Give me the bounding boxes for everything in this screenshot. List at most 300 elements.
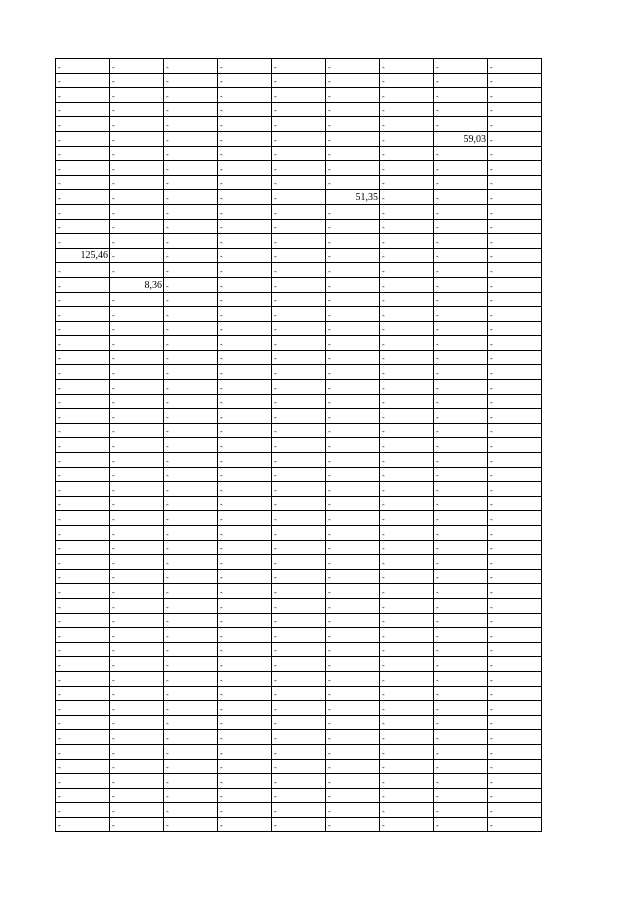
table-cell: - [110, 744, 164, 759]
table-cell: - [110, 102, 164, 117]
table-cell: - [56, 277, 110, 292]
table-cell: - [272, 613, 326, 628]
table-row [56, 438, 542, 453]
table-cell: - [380, 394, 434, 409]
table-cell: - [164, 190, 218, 205]
table-cell: - [380, 671, 434, 686]
table-row [56, 555, 542, 570]
table-cell: - [380, 73, 434, 88]
table-cell: - [56, 701, 110, 716]
table-cell: - [326, 131, 380, 146]
table-cell: - [488, 438, 542, 453]
table-cell: - [164, 598, 218, 613]
table-cell: - [272, 598, 326, 613]
table-cell: - [434, 161, 488, 176]
table-row [56, 102, 542, 117]
table-row [56, 117, 542, 132]
table-cell: - [326, 263, 380, 278]
table-cell: - [164, 263, 218, 278]
table-cell: - [488, 380, 542, 395]
table-row [56, 248, 542, 263]
table-cell: - [380, 409, 434, 424]
table-row [56, 234, 542, 249]
table-cell: - [272, 336, 326, 351]
table-cell: - [110, 803, 164, 818]
table-cell: - [488, 453, 542, 468]
table-cell: - [110, 219, 164, 234]
table-cell: - [434, 511, 488, 526]
table-cell: - [56, 598, 110, 613]
table-row [56, 336, 542, 351]
table-cell: - [326, 803, 380, 818]
table-row [56, 263, 542, 278]
table-cell: - [110, 817, 164, 832]
table-cell: - [218, 628, 272, 643]
table-row [56, 409, 542, 424]
table-cell: - [488, 584, 542, 599]
table-cell: - [56, 350, 110, 365]
table-cell: - [434, 730, 488, 745]
table-cell: - [164, 671, 218, 686]
table-cell: - [488, 701, 542, 716]
table-cell: - [164, 628, 218, 643]
table-cell: - [56, 642, 110, 657]
table-cell: - [110, 642, 164, 657]
table-cell: - [326, 453, 380, 468]
table-cell: - [56, 409, 110, 424]
table-cell: - [272, 803, 326, 818]
table-cell: - [434, 277, 488, 292]
table-cell: - [326, 540, 380, 555]
table-cell: - [164, 453, 218, 468]
table-cell: - [326, 496, 380, 511]
table-cell: - [110, 292, 164, 307]
table-cell: - [488, 759, 542, 774]
table-cell: - [434, 686, 488, 701]
table-cell: - [164, 759, 218, 774]
table-cell: - [488, 277, 542, 292]
table-cell: - [56, 117, 110, 132]
table-cell: - [380, 555, 434, 570]
table-cell: - [326, 73, 380, 88]
table-cell: - [434, 394, 488, 409]
table-cell: - [434, 774, 488, 789]
table-cell: - [488, 526, 542, 541]
table-cell: - [110, 409, 164, 424]
table-cell: - [218, 467, 272, 482]
table-cell: - [488, 336, 542, 351]
table-cell: - [326, 701, 380, 716]
table-cell: - [380, 730, 434, 745]
table-cell: - [434, 102, 488, 117]
table-row [56, 482, 542, 497]
table-cell: - [272, 102, 326, 117]
table-cell: - [326, 671, 380, 686]
table-cell: - [272, 642, 326, 657]
table-cell: - [380, 263, 434, 278]
table-cell: - [272, 219, 326, 234]
table-cell: - [272, 453, 326, 468]
table-cell: - [326, 642, 380, 657]
table-cell: - [488, 642, 542, 657]
table-cell: - [164, 234, 218, 249]
table-cell: - [380, 496, 434, 511]
table-cell: - [218, 598, 272, 613]
table-cell: - [488, 117, 542, 132]
table-row [56, 496, 542, 511]
table-cell: - [434, 467, 488, 482]
table-cell: - [326, 686, 380, 701]
table-cell: - [434, 526, 488, 541]
table-cell: - [380, 759, 434, 774]
table-cell: - [434, 409, 488, 424]
table-cell: - [218, 263, 272, 278]
table-cell: - [110, 161, 164, 176]
table-cell: - [110, 686, 164, 701]
table-row [56, 453, 542, 468]
table-cell: - [326, 117, 380, 132]
table-row [56, 598, 542, 613]
table-cell: - [56, 365, 110, 380]
table-cell: - [488, 817, 542, 832]
table-cell: - [380, 234, 434, 249]
table-cell: - [272, 628, 326, 643]
table-cell: - [164, 277, 218, 292]
table-cell: - [218, 131, 272, 146]
table-cell: - [110, 423, 164, 438]
table-cell: - [110, 482, 164, 497]
table-row [56, 730, 542, 745]
table-cell: - [488, 598, 542, 613]
table-cell: - [218, 715, 272, 730]
table-cell: - [218, 380, 272, 395]
table-row [56, 380, 542, 395]
table-cell: - [272, 744, 326, 759]
table-cell: - [488, 190, 542, 205]
table-cell: - [434, 380, 488, 395]
table-cell: - [218, 73, 272, 88]
table-cell: - [488, 540, 542, 555]
table-cell: - [380, 628, 434, 643]
table-cell: - [488, 496, 542, 511]
table-cell: - [380, 511, 434, 526]
table-cell: - [434, 555, 488, 570]
table-cell: - [272, 774, 326, 789]
table-cell: - [434, 817, 488, 832]
table-cell: - [434, 321, 488, 336]
table-cell: 8,36 [110, 277, 164, 292]
table-cell: - [164, 730, 218, 745]
table-cell: - [218, 613, 272, 628]
table-cell: - [164, 131, 218, 146]
table-cell: - [272, 511, 326, 526]
table-cell: - [56, 438, 110, 453]
table-row [56, 467, 542, 482]
table-cell: - [110, 671, 164, 686]
table-cell: - [110, 715, 164, 730]
table-cell: - [326, 511, 380, 526]
table-cell: - [326, 423, 380, 438]
table-cell: - [164, 219, 218, 234]
table-cell: - [488, 774, 542, 789]
table-cell: - [434, 336, 488, 351]
table-cell: - [488, 59, 542, 74]
table-cell: - [56, 730, 110, 745]
table-row [56, 569, 542, 584]
table-row [56, 701, 542, 716]
table-cell: - [326, 336, 380, 351]
table-cell: - [272, 496, 326, 511]
table-cell: - [272, 438, 326, 453]
table-cell: - [488, 803, 542, 818]
table-cell: - [488, 204, 542, 219]
table-cell: - [326, 277, 380, 292]
table-cell: - [380, 350, 434, 365]
table-cell: - [272, 409, 326, 424]
table-cell: - [56, 482, 110, 497]
table-cell: - [380, 336, 434, 351]
table-row [56, 321, 542, 336]
table-cell: - [434, 59, 488, 74]
table-cell: - [218, 788, 272, 803]
table-cell: - [164, 350, 218, 365]
table-row [56, 350, 542, 365]
table-cell: - [380, 321, 434, 336]
table-cell: - [380, 423, 434, 438]
table-cell: - [218, 394, 272, 409]
table-cell: - [164, 482, 218, 497]
table-cell: - [164, 161, 218, 176]
table-cell: - [110, 774, 164, 789]
table-cell: - [434, 803, 488, 818]
table-cell: - [434, 540, 488, 555]
table-cell: - [326, 321, 380, 336]
table-cell: - [164, 569, 218, 584]
table-cell: - [434, 350, 488, 365]
table-cell: - [56, 555, 110, 570]
table-cell: - [380, 131, 434, 146]
table-cell: - [218, 307, 272, 322]
table-cell: - [110, 234, 164, 249]
table-cell: - [56, 131, 110, 146]
table-cell: - [380, 686, 434, 701]
table-cell: - [56, 788, 110, 803]
table-cell: - [434, 788, 488, 803]
table-cell: 59,03 [434, 131, 488, 146]
table-cell: - [164, 817, 218, 832]
table-cell: - [488, 511, 542, 526]
table-cell: - [488, 788, 542, 803]
table-cell: - [326, 59, 380, 74]
table-cell: - [164, 744, 218, 759]
table-cell: - [164, 511, 218, 526]
table-cell: - [272, 715, 326, 730]
table-cell: - [164, 292, 218, 307]
table-row [56, 307, 542, 322]
table-cell: - [488, 307, 542, 322]
table-cell: - [434, 292, 488, 307]
table-cell: - [218, 555, 272, 570]
table-row [56, 540, 542, 555]
table-cell: - [434, 234, 488, 249]
table-cell: - [164, 175, 218, 190]
table-cell: - [326, 657, 380, 672]
table-cell: - [380, 803, 434, 818]
table-cell: - [110, 613, 164, 628]
table-cell: - [434, 657, 488, 672]
table-cell: - [488, 409, 542, 424]
table-cell: - [164, 526, 218, 541]
table-cell: - [218, 438, 272, 453]
table-cell: - [380, 482, 434, 497]
table-cell: - [380, 657, 434, 672]
table-cell: - [488, 234, 542, 249]
table-cell: - [218, 409, 272, 424]
table-cell: - [434, 701, 488, 716]
table-cell: - [164, 59, 218, 74]
table-cell: - [488, 102, 542, 117]
table-cell: - [434, 175, 488, 190]
table-cell: - [326, 88, 380, 103]
table-row [56, 394, 542, 409]
table-cell: - [218, 423, 272, 438]
table-cell: - [56, 526, 110, 541]
table-cell: - [164, 204, 218, 219]
table-row [56, 759, 542, 774]
table-cell: - [110, 730, 164, 745]
table-cell: - [488, 467, 542, 482]
table-cell: - [380, 146, 434, 161]
table-cell: - [272, 190, 326, 205]
table-cell: - [272, 59, 326, 74]
table-cell: - [434, 73, 488, 88]
table-cell: - [272, 88, 326, 103]
table-cell: - [218, 817, 272, 832]
table-cell: - [218, 277, 272, 292]
table-row [56, 277, 542, 292]
table-cell: - [434, 744, 488, 759]
table-cell: - [380, 453, 434, 468]
table-cell: - [488, 657, 542, 672]
table-cell: - [218, 161, 272, 176]
table-cell: - [218, 496, 272, 511]
table-cell: - [218, 59, 272, 74]
table-cell: - [56, 292, 110, 307]
table-cell: - [488, 555, 542, 570]
table-cell: - [56, 803, 110, 818]
table-cell: - [218, 88, 272, 103]
table-cell: - [326, 774, 380, 789]
table-cell: - [272, 686, 326, 701]
table-cell: - [218, 350, 272, 365]
table-cell: - [218, 482, 272, 497]
table-cell: - [218, 248, 272, 263]
table-row [56, 161, 542, 176]
table-cell: - [164, 715, 218, 730]
table-cell: - [218, 744, 272, 759]
table-cell: - [56, 175, 110, 190]
table-cell: - [326, 715, 380, 730]
table-row [56, 774, 542, 789]
table-cell: - [488, 175, 542, 190]
table-cell: - [326, 759, 380, 774]
table-cell: - [326, 248, 380, 263]
table-cell: - [218, 102, 272, 117]
table-cell: - [380, 175, 434, 190]
table-cell: - [380, 190, 434, 205]
table-cell: - [488, 248, 542, 263]
table-cell: - [488, 263, 542, 278]
table-cell: - [164, 307, 218, 322]
table-cell: - [110, 248, 164, 263]
table-cell: - [56, 496, 110, 511]
table-cell: - [164, 701, 218, 716]
table-cell: - [326, 744, 380, 759]
table-cell: - [326, 204, 380, 219]
table-cell: - [380, 701, 434, 716]
table-cell: - [110, 73, 164, 88]
table-cell: - [326, 292, 380, 307]
table-cell: - [272, 292, 326, 307]
table-row [56, 584, 542, 599]
table-cell: - [272, 365, 326, 380]
table-cell: - [326, 730, 380, 745]
table-cell: - [380, 774, 434, 789]
table-cell: - [326, 365, 380, 380]
table-cell: - [218, 657, 272, 672]
table-cell: - [326, 628, 380, 643]
table-cell: - [380, 117, 434, 132]
table-cell: - [110, 555, 164, 570]
table-cell: - [218, 774, 272, 789]
table-cell: - [380, 569, 434, 584]
table-cell: - [110, 496, 164, 511]
table-row [56, 423, 542, 438]
table-cell: - [380, 715, 434, 730]
table-cell: - [56, 817, 110, 832]
table-cell: - [326, 219, 380, 234]
table-cell: - [56, 234, 110, 249]
table-cell: - [56, 394, 110, 409]
table-cell: - [56, 657, 110, 672]
table-cell: - [218, 117, 272, 132]
table-cell: - [164, 584, 218, 599]
table-row [56, 292, 542, 307]
table-row [56, 365, 542, 380]
table-cell: - [272, 788, 326, 803]
table-cell: - [434, 190, 488, 205]
table-cell: - [110, 204, 164, 219]
table-cell: - [434, 759, 488, 774]
table-cell: - [110, 131, 164, 146]
table-cell: - [488, 73, 542, 88]
table-cell: - [164, 102, 218, 117]
table-cell: - [326, 598, 380, 613]
table-cell: - [272, 321, 326, 336]
table-row [56, 803, 542, 818]
table-cell: - [380, 817, 434, 832]
table-cell: - [272, 73, 326, 88]
table-cell: - [488, 292, 542, 307]
table-cell: - [380, 248, 434, 263]
table-cell: - [110, 438, 164, 453]
table-cell: - [434, 482, 488, 497]
table-cell: - [218, 175, 272, 190]
table-cell: - [380, 540, 434, 555]
table-cell: - [434, 307, 488, 322]
table-cell: - [488, 569, 542, 584]
table-cell: - [434, 248, 488, 263]
